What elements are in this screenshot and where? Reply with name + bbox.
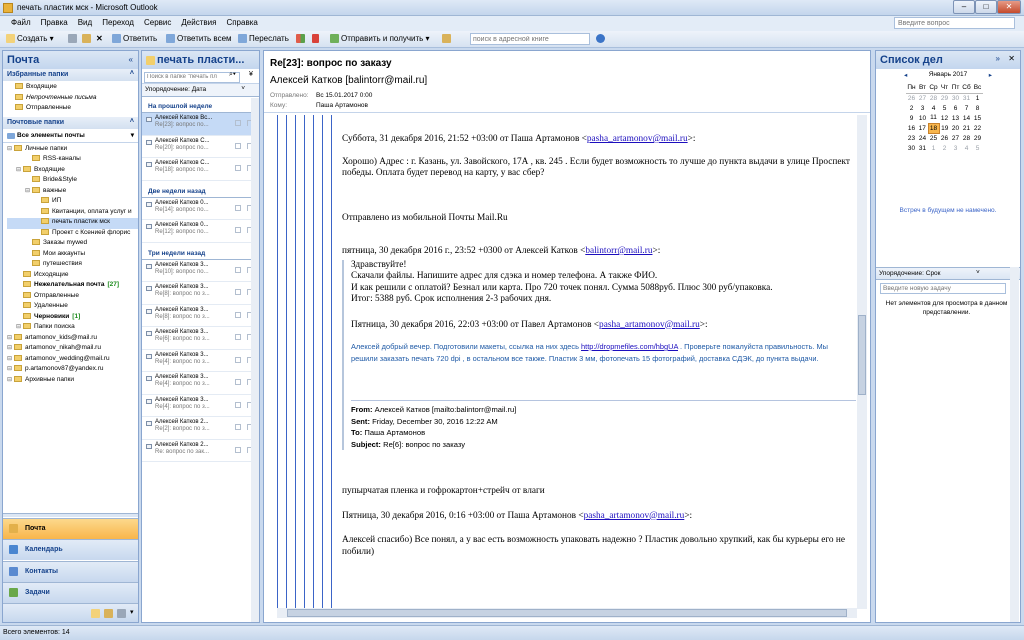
reply-icon — [112, 34, 121, 43]
folder-icon — [23, 271, 31, 277]
expand-icon[interactable]: ⊟ — [7, 345, 13, 351]
folder-icon — [15, 94, 23, 100]
menu-item[interactable]: Сервис — [143, 18, 172, 27]
folder-icon — [15, 104, 23, 110]
folder-item[interactable]: ИП — [7, 197, 138, 208]
sort-arrow-icon: ˅ — [241, 85, 245, 92]
folder-icon — [14, 334, 22, 340]
message-list-item[interactable]: Алексей Катков 3... Re[8]: вопрос по з... — [142, 282, 259, 305]
close-todo-icon[interactable]: ✕ — [1008, 54, 1015, 63]
empty-tasks-text: Нет элементов для просмотра в данном представлении. — [885, 300, 1008, 316]
dropdown-arrow-icon: ▾ — [130, 131, 134, 139]
maximize-button[interactable]: □ — [975, 0, 997, 14]
calendar-day[interactable]: 21 — [962, 124, 971, 132]
nav-title-bar — [3, 51, 138, 69]
favorite-folder[interactable]: Непрочтенные письма — [15, 94, 138, 105]
reply-button[interactable]: Ответить — [112, 34, 157, 43]
calendar-day[interactable]: 15 — [973, 114, 982, 122]
envelope-icon — [146, 264, 152, 269]
calendar-day[interactable]: 30 — [907, 144, 916, 152]
calendar-day[interactable]: 8 — [975, 104, 980, 112]
weekday-label: Пт — [951, 84, 960, 92]
email-link[interactable]: pasha_artamonov@mail.ru — [586, 134, 688, 144]
calendar-day[interactable]: 29 — [973, 134, 982, 142]
calendar-day[interactable]: 25 — [929, 134, 938, 142]
category-box[interactable] — [235, 227, 241, 233]
folder-item[interactable]: Удаленные — [7, 302, 138, 313]
weekday-label: Ср — [929, 84, 938, 92]
nav-button-contacts[interactable]: Контакты — [3, 561, 138, 582]
folder-item[interactable]: путешествия — [7, 260, 138, 271]
calendar-day[interactable]: 1 — [931, 144, 936, 152]
weekday-label: Вт — [918, 84, 927, 92]
folder-icon — [23, 292, 31, 298]
envelope-icon — [146, 162, 152, 167]
no-meetings-text: Встреч в будущем не намечено. — [899, 207, 997, 214]
envelope-icon — [146, 421, 152, 426]
message-list-item[interactable]: Алексей Катков 3... Re[4]: вопрос по з... — [142, 350, 259, 373]
expand-todo-icon[interactable]: » — [995, 54, 1000, 63]
envelope-icon — [146, 286, 152, 291]
calendar-day[interactable]: 3 — [953, 144, 958, 152]
folder-icon — [23, 302, 31, 308]
category-box[interactable] — [235, 267, 241, 273]
reply-all-button[interactable]: Ответить всем — [166, 34, 232, 43]
collapse-nav-icon[interactable]: « — [128, 55, 133, 64]
envelope-icon — [146, 140, 152, 145]
mail-icon — [9, 524, 18, 533]
message-list-item[interactable]: Алексей Катков С... Re[18]: вопрос по... — [142, 158, 259, 181]
navigation-pane — [2, 50, 139, 623]
category-box[interactable] — [235, 402, 241, 408]
group-spacer — [142, 462, 259, 467]
nav-title: Почта — [7, 54, 40, 66]
envelope-icon — [146, 444, 152, 449]
new-mail-icon — [6, 34, 15, 43]
forward-icon — [238, 34, 247, 43]
favorite-folder[interactable]: Отправленные — [15, 104, 138, 115]
folder-item[interactable]: Мои аккаунты — [7, 250, 138, 261]
folder-item[interactable]: Черновики [1] — [7, 313, 138, 324]
folder-item[interactable]: ⊟ Личные папки — [7, 144, 68, 152]
nav-button-calendar[interactable]: Календарь — [3, 539, 138, 560]
prev-month-icon[interactable]: ◂ — [904, 72, 908, 79]
next-month-icon[interactable]: ▸ — [988, 72, 992, 79]
calendar-day[interactable]: 3 — [920, 104, 925, 112]
folder-search-input[interactable] — [144, 72, 240, 83]
delete-icon: ✕ — [96, 34, 103, 43]
folder-item[interactable]: ⊟ artamonov_nikah@mail.ru — [7, 344, 101, 351]
category-box[interactable] — [235, 312, 241, 318]
folder-icon — [14, 376, 22, 382]
calendar-month-header: ◂ Январь 2017 ▸ — [904, 71, 992, 79]
task-arrange-header[interactable]: Упорядочение: Срок ˅ — [876, 267, 1020, 280]
calendar-day[interactable]: 2 — [942, 144, 947, 152]
group-header[interactable]: Две недели назад — [142, 186, 259, 198]
categorize-icon — [296, 34, 305, 43]
weekday-label: Чт — [940, 84, 949, 92]
message-subject: Re[23]: вопрос по заказу — [270, 58, 392, 69]
expand-icon[interactable]: ⊟ — [16, 166, 22, 173]
title-bar — [0, 0, 1024, 16]
toolbar — [0, 31, 1024, 48]
nav-button-tasks[interactable]: Задачи — [3, 582, 138, 603]
close-button[interactable]: ✕ — [997, 0, 1021, 14]
folder-icon — [41, 218, 49, 224]
message-list-item[interactable]: Алексей Катков 3... Re[6]: вопрос по з... — [142, 327, 259, 350]
calendar-day[interactable]: 28 — [962, 134, 971, 142]
folder-item[interactable]: Нежелательная почта [27] — [7, 281, 138, 292]
forward-header: From: Алексей Катков [mailto:balintorr@mail.ru] Sent: Friday, December 30, 2016 12:22 AM To: Паша Артамонов Subject: Re[6]: вопрос по заказу — [351, 405, 517, 449]
calendar-day[interactable]: 28 — [929, 94, 938, 102]
folder-icon — [14, 365, 22, 371]
weekday-label: Вс — [973, 84, 982, 92]
message-list-item[interactable]: Алексей Катков 0... Re[14]: вопрос по... — [142, 198, 259, 221]
envelope-icon — [146, 117, 152, 122]
message-list-item[interactable]: Алексей Катков 3... Re[8]: вопрос по з... — [142, 305, 259, 328]
menu-item[interactable]: Файл — [11, 18, 31, 27]
calendar-day[interactable]: 5 — [975, 144, 980, 152]
list-title-bar — [142, 51, 259, 69]
folder-item[interactable]: Квитанции, оплата услуг и — [7, 208, 138, 219]
folder-icon — [14, 344, 22, 350]
category-box[interactable] — [235, 424, 241, 430]
envelope-icon — [146, 399, 152, 404]
calendar-day[interactable]: 18 — [929, 124, 938, 132]
folder-icon — [32, 239, 40, 245]
folder-item[interactable]: ⊟ artamonov_wedding@mail.ru — [7, 354, 110, 362]
folder-icon — [23, 313, 31, 319]
category-box[interactable] — [235, 379, 241, 385]
folder-icon — [14, 355, 22, 361]
menu-item[interactable]: Правка — [40, 18, 68, 27]
calendar-day[interactable]: 4 — [964, 144, 969, 152]
folder-item[interactable]: ⊟ Входящие — [16, 165, 65, 173]
window-title: печать пластик мск - Microsoft Outlook — [17, 3, 158, 12]
collapse-icon: ˄ — [129, 117, 134, 125]
folder-icon — [146, 56, 155, 65]
notes-icon[interactable] — [91, 609, 100, 618]
calendar-day[interactable]: 13 — [951, 114, 960, 122]
envelope-icon — [146, 354, 152, 359]
calendar-day[interactable]: 20 — [951, 124, 960, 132]
todo-bar — [875, 50, 1021, 623]
calendar-day[interactable]: 29 — [940, 94, 949, 102]
folder-list-icon[interactable] — [104, 609, 113, 618]
flag-icon — [312, 34, 319, 43]
calendar-day[interactable]: 7 — [964, 104, 969, 112]
envelope-icon — [146, 309, 152, 314]
folder-icon — [32, 260, 40, 266]
sort-arrow-icon: ˅ — [976, 269, 980, 276]
dropmefiles-link[interactable]: http://dropmefiles.com/hbgUA — [581, 342, 678, 351]
arrange-by-header[interactable]: Упорядочение: Дата ˅ — [142, 84, 259, 97]
minimize-button[interactable]: – — [953, 0, 975, 14]
folder-icon — [32, 155, 40, 161]
menu-item[interactable]: Действия — [181, 18, 217, 27]
folder-icon — [32, 176, 40, 182]
calendar-day[interactable]: 12 — [940, 114, 949, 122]
folder-icon — [41, 208, 49, 214]
create-button[interactable]: Создать ▾ — [6, 34, 54, 43]
folder-item[interactable]: ⊟ Архивные папки — [7, 375, 75, 383]
folder-item[interactable]: RSS-каналы — [7, 155, 138, 166]
menu-item[interactable]: Переход — [102, 18, 134, 27]
folder-icon — [23, 281, 31, 287]
h-scroll-thumb[interactable] — [287, 609, 847, 617]
envelope-icon — [146, 331, 152, 336]
calendar-day[interactable]: 4 — [931, 104, 936, 112]
quoted-block: Здравствуйте! Скачали файлы. Напишите адрес для сдэка и номер телефона. А также ФИО. И как решили с оплатой? Безнал или карта. Про 720 точек понял. Сумма 5088руб. Плюс 300 руб/упаковка. Итог: 5388 руб. Срок исполнения 2-3 рабочих дня. Пятница, 30 декабря 2016, 22:03 +03:00 от Павел Артамонов <pasha_artamonov@mail.ru>: Алексей добрый вечер. Подготовили макеты, ссылка на них здесь http://dropmefiles.com/hbgUA . Проверьте пожалуйста правильность. Мы решили заказать печать 720 dpi , в остальном все также. Пластик 3 мм, фотопечать 15 фотографий, доставка СДЭК, до пункта выдачи. From: Алексей Катков [mailto:balintorr@mail.ru] Sent: Friday, December 30, 2016 12:22 AM To: Паша Артамонов Subject: Re[6]: вопрос по заказу — [342, 260, 856, 451]
category-box[interactable] — [235, 165, 241, 171]
favorites-header[interactable]: Избранные папки ˄ — [3, 69, 138, 81]
category-box[interactable] — [235, 143, 241, 149]
email-link[interactable]: pasha_artamonov@mail.ru — [599, 319, 700, 330]
address-book-icon — [442, 34, 451, 43]
to-row: Кому: Паша Артамонов — [270, 102, 368, 109]
message-header — [264, 51, 870, 113]
envelope-icon — [146, 376, 152, 381]
calendar-day[interactable]: 6 — [953, 104, 958, 112]
folder-item[interactable]: Проект с Ксенией флорис — [7, 229, 138, 240]
new-task-input[interactable] — [880, 283, 1006, 294]
header-divider — [351, 400, 856, 401]
expand-search-icon[interactable]: ¥ — [249, 71, 253, 78]
category-box[interactable] — [235, 334, 241, 340]
address-book-button[interactable] — [442, 34, 453, 43]
outlook-app-icon — [3, 3, 13, 13]
list-search-bar — [142, 69, 259, 84]
print-button[interactable] — [68, 34, 79, 43]
message-list-item[interactable]: Алексей Катков Вс... Re[23]: вопрос по... — [142, 113, 259, 136]
folder-item[interactable]: Bride&Style — [7, 176, 138, 187]
message-h-scrollbar[interactable] — [277, 608, 857, 618]
printer-icon — [68, 34, 77, 43]
folder-item[interactable]: ⊟ важные — [25, 186, 67, 194]
flag-button[interactable] — [312, 34, 321, 43]
folder-icon — [15, 83, 23, 89]
folder-icon — [14, 145, 22, 151]
nav-button-mail[interactable]: Почта — [3, 518, 138, 539]
message-from[interactable]: Алексей Катков [balintorr@mail.ru] — [270, 75, 428, 86]
group-header[interactable]: Три недели назад — [142, 248, 259, 260]
configure-buttons-icon[interactable]: ▾ — [130, 609, 134, 616]
delete-button[interactable] — [96, 34, 103, 43]
categorize-button[interactable] — [296, 34, 307, 43]
calendar-day[interactable]: 17 — [918, 124, 926, 132]
menu-item[interactable]: Вид — [77, 18, 93, 27]
status-bar — [0, 625, 1024, 640]
calendar-icon — [9, 545, 18, 554]
calendar-day[interactable]: 26 — [907, 94, 916, 102]
todo-title-bar — [876, 51, 1020, 69]
envelope-icon — [146, 202, 152, 207]
help-icon — [596, 34, 605, 43]
folder-item[interactable]: Исходящие — [7, 271, 138, 282]
weekday-label: Пн — [907, 84, 916, 92]
message-list-item[interactable]: Алексей Катков 3... Re[4]: вопрос по з... — [142, 395, 259, 418]
folder-icon — [41, 229, 49, 235]
calendar-day[interactable]: 31 — [962, 94, 971, 102]
search-icon[interactable]: ⌕▾ — [229, 71, 236, 78]
item-count: Всего элементов: 14 — [3, 629, 70, 636]
folder-icon — [41, 197, 49, 203]
email-link[interactable]: balintorr@mail.ru — [585, 246, 653, 256]
calendar-day[interactable]: 1 — [975, 94, 980, 102]
address-book-search[interactable] — [470, 33, 590, 45]
move-button[interactable] — [82, 34, 93, 43]
collapse-icon: ˄ — [129, 70, 134, 77]
list-scrollbar[interactable] — [251, 98, 259, 622]
category-box[interactable] — [235, 205, 241, 211]
calendar-day[interactable]: 10 — [918, 114, 927, 122]
folder-item[interactable]: Заказы mywed — [7, 239, 138, 250]
message-list-item[interactable]: Алексей Катков 2... Re: вопрос по зак... — [142, 440, 259, 463]
mail-icon — [7, 133, 15, 139]
weekday-label: Сб — [962, 84, 971, 92]
help-search-input[interactable] — [894, 17, 1015, 29]
group-header[interactable]: На прошлой неделе — [142, 101, 259, 113]
message-body: Суббота, 31 декабря 2016, 21:52 +03:00 от Паша Артамонов <pasha_artamonov@mail.ru>: Хорошо) Адрес : г. Казань, ул. Завойского, 17А , кв. 245 . Если будет возможность то лучше до пункта выдачи в улице Проспект победы. Оплата будет перевод на карту, у вас сбер? Отправлено из мобильной Почты Mail.Ru пятница, 30 декабря 2016 г., 23:52 +0300 от Алексей Катков <balintorr@mail.ru>: Здравствуйте! Скачали файлы. Напишите адрес для сдэка и номер телефона. А также ФИО. И как решили с оплатой? Безнал или карта. Про 720 точек понял. Сумма 5088руб. Плюс 300 руб/упаковка. Итог: 5388 руб. Срок исполнения 2-3 рабочих дня. Пятница, 30 декабря 2016, 22:03 +03:00 от Павел Артамонов <pasha_artamonov@mail.ru>: Алексей добрый вечер. Подготовили макеты, ссылка на них здесь http://dropmefiles.com/hbgUA . Проверьте пожалуйста правильность. Мы решили заказать печать 720 dpi , в остальном все также. Пластик 3 мм, фотопечать 15 фотографий, доставка СДЭК, до пункта выдачи. From: Алексей Катков [mailto:balintorr@mail.ru] Sent: Friday, December 30, 2016 12:22 AM To: Паша Артамонов Subject: Re[6]: вопрос по заказу пупырчатая пленка и гофрокартон+стрейч от влаги Пятница, 30 декабря 2016, 0:16 +03:00 от Паша Артамонов <pasha_artamonov@mail.ru>: Алексей спасибо) Все понял, а у вас есть возможность упаковать надежно ? Пластик довольно хрупкий, как бы курьеры его не побили) — [342, 130, 856, 558]
sent-row: Отправлено: Вс 15.01.2017 0:00 — [270, 92, 373, 99]
favorite-folder[interactable]: Входящие — [15, 83, 138, 94]
folder-icon — [32, 250, 40, 256]
message-list-item[interactable]: Алексей Катков 0... Re[12]: вопрос по... — [142, 220, 259, 243]
category-box[interactable] — [235, 120, 241, 126]
forward-button[interactable]: Переслать — [238, 34, 289, 43]
expand-icon[interactable]: ⊟ — [7, 334, 13, 341]
calendar-day[interactable]: 27 — [951, 134, 960, 142]
message-list-item[interactable]: Алексей Катков С... Re[20]: вопрос по... — [142, 136, 259, 159]
menu-item[interactable]: Справка — [226, 18, 258, 27]
message-list-item[interactable]: Алексей Катков 3... Re[4]: вопрос по з... — [142, 372, 259, 395]
shortcuts-icon[interactable] — [117, 609, 126, 618]
calendar-day[interactable]: 14 — [962, 114, 971, 122]
calendar-day[interactable]: 27 — [918, 94, 927, 102]
category-box[interactable] — [235, 289, 241, 295]
folder-item[interactable]: ⊟ artamonov_kids@mail.ru — [7, 333, 97, 341]
calendar-day[interactable]: 2 — [909, 104, 914, 112]
folder-item[interactable]: ⊟ Папки поиска — [16, 323, 75, 330]
folder-icon — [23, 166, 31, 172]
category-box[interactable] — [235, 447, 241, 453]
nav-splitter[interactable] — [3, 513, 138, 517]
folder-item[interactable]: Отправленные — [7, 292, 138, 303]
folder-icon — [32, 187, 40, 193]
send-receive-button[interactable]: Отправить и получить ▾ — [330, 34, 430, 43]
expand-icon[interactable]: ⊟ — [7, 366, 13, 372]
reply-all-icon — [166, 34, 175, 43]
expand-icon[interactable]: ⊟ — [25, 187, 31, 194]
calendar-day[interactable]: 19 — [941, 124, 949, 132]
quote-bars — [277, 115, 337, 609]
list-title: печать пласти... — [157, 54, 245, 66]
category-box[interactable] — [235, 357, 241, 363]
folder-item[interactable]: ⊟ p.artamonov87@yandex.ru — [7, 365, 104, 372]
calendar-day[interactable]: 11 — [930, 114, 937, 122]
message-scrollbar[interactable] — [857, 115, 867, 609]
favorites-list — [3, 81, 138, 117]
message-list-item[interactable]: Алексей Катков 3... Re[10]: вопрос по... — [142, 260, 259, 283]
calendar-day[interactable]: 24 — [918, 134, 927, 142]
todo-title: Список дел — [880, 54, 943, 66]
envelope-icon — [146, 224, 152, 229]
calendar-day[interactable]: 23 — [907, 134, 916, 142]
calendar-day[interactable]: 26 — [940, 134, 949, 142]
message-list — [142, 97, 259, 467]
todo-scrollbar[interactable] — [1010, 267, 1019, 622]
folder-tree — [3, 143, 138, 387]
tasks-icon — [9, 588, 18, 597]
contacts-icon — [9, 567, 18, 576]
all-mail-items-selector[interactable]: Все элементы почты ▾ — [3, 129, 138, 143]
nav-footer — [3, 603, 138, 622]
calendar-day[interactable]: 30 — [951, 94, 960, 102]
message-list-item[interactable]: Алексей Катков 2... Re[2]: вопрос по з... — [142, 417, 259, 440]
move-folder-icon — [82, 34, 91, 43]
scroll-thumb[interactable] — [858, 315, 866, 395]
calendar-day[interactable]: 5 — [942, 104, 947, 112]
mail-folders-header[interactable]: Почтовые папки ˄ — [3, 117, 138, 129]
message-list-pane — [141, 50, 260, 623]
calendar-day[interactable]: 9 — [909, 114, 914, 122]
expand-icon[interactable]: ⊟ — [7, 376, 13, 383]
expand-icon[interactable]: ⊟ — [7, 145, 13, 152]
calendar-day[interactable]: 31 — [918, 144, 927, 152]
calendar-day[interactable]: 22 — [973, 124, 982, 132]
expand-icon[interactable]: ⊟ — [16, 324, 22, 330]
calendar-day[interactable]: 16 — [907, 124, 916, 132]
folder-icon — [23, 323, 31, 329]
date-navigator — [906, 83, 983, 153]
help-button[interactable] — [596, 34, 607, 43]
send-receive-icon — [330, 34, 339, 43]
email-link[interactable]: pasha_artamonov@mail.ru — [583, 510, 685, 521]
folder-item[interactable]: печать пластик мск — [7, 218, 138, 229]
menu-bar — [0, 16, 1024, 31]
expand-icon[interactable]: ⊟ — [7, 355, 13, 362]
